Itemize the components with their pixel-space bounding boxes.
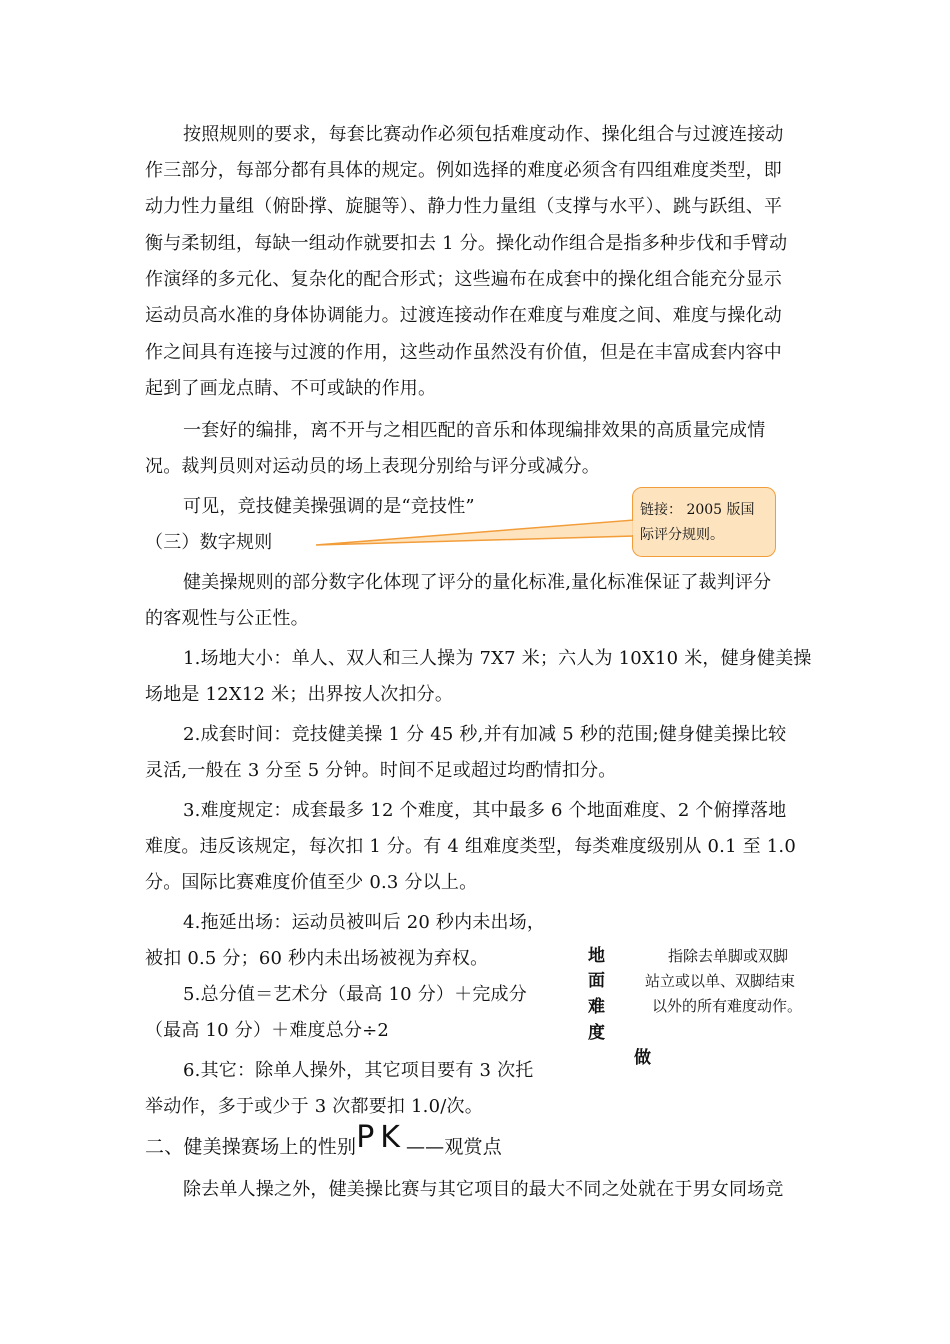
- chapter-heading: [145, 1120, 502, 1159]
- side-definition-line-1: 指除去单脚或双脚: [668, 947, 789, 965]
- side-term-char-2: 面: [588, 971, 605, 991]
- rule-3-line-2: 难度。违反该规定，每次扣 1 分。有 4 组难度类型，每类难度级别从 0.1 至 1.0: [145, 836, 797, 857]
- section-heading-digital-rules: （三）数字规则: [145, 532, 273, 553]
- callout-line-2: 际评分规则。: [640, 527, 724, 543]
- rule-1-line-2: 场地是 12X12 米；出界按人次扣分。: [145, 684, 454, 705]
- side-term-char-4: 度: [588, 1023, 605, 1043]
- rule-1-line-1: 1.场地大小：单人、双人和三人操为 7X7 米；六人为 10X10 米，健身健美操: [183, 648, 812, 669]
- side-term-char-3: 难: [588, 997, 605, 1017]
- paragraph-3: 可见，竞技健美操强调的是“竞技性”: [183, 496, 475, 517]
- paragraph-2-line-2: 况。裁判员则对运动员的场上表现分别给与评分或减分。: [145, 456, 600, 477]
- paragraph-1-line-3: 动力性力量组（俯卧撑、旋腿等）、静力性力量组（支撑与水平）、跳与跃组、平: [145, 196, 783, 217]
- paragraph-1-line-1: 按照规则的要求，每套比赛动作必须包括难度动作、操化组合与过渡连接动: [183, 124, 784, 145]
- paragraph-1-line-7: 作之间具有连接与过渡的作用，这些动作虽然没有价值，但是在丰富成套内容中: [145, 342, 782, 363]
- paragraph-1-line-8: 起到了画龙点睛、不可或缺的作用。: [145, 378, 437, 399]
- paragraph-1-line-4: 衡与柔韧组，每缺一组动作就要扣去 1 分。操化动作组合是指多种步伐和手臂动: [145, 233, 788, 254]
- side-extra-char: 做: [634, 1048, 651, 1068]
- rule-2-line-1: 2.成套时间：竞技健美操 1 分 45 秒,并有加减 5 秒的范围;健身健美操比较: [183, 724, 787, 745]
- side-definition-line-3: 以外的所有难度动作。: [652, 997, 803, 1015]
- callout-line-1: 链接： 2005 版国: [640, 502, 755, 518]
- side-term-char-1: 地: [588, 946, 605, 966]
- paragraph-2-line-1: 一套好的编排，离不开与之相匹配的音乐和体现编排效果的高质量完成情: [183, 420, 766, 441]
- rule-3-line-1: 3.难度规定：成套最多 12 个难度，其中最多 6 个地面难度、2 个俯撑落地: [183, 800, 787, 821]
- chapter-heading-prefix: 二、健美操赛场上的性别: [145, 1136, 357, 1158]
- rule-5-line-1: 5.总分值＝艺术分（最高 10 分）＋完成分: [183, 984, 527, 1005]
- rule-4-line-1: 4.拖延出场：运动员被叫后 20 秒内未出场，: [183, 912, 546, 933]
- rule-6-line-1: 6.其它：除单人操外，其它项目要有 3 次托: [183, 1060, 534, 1081]
- rule-2-line-2: 灵活,一般在 3 分至 5 分钟。时间不足或超过均酌情扣分。: [145, 760, 617, 781]
- chapter-heading-pk: PK: [356, 1120, 406, 1155]
- side-definition-line-2: 站立或以单、双脚结束: [645, 972, 796, 990]
- chapter-heading-suffix: ——观赏点: [405, 1136, 502, 1158]
- rule-5-line-2: （最高 10 分）＋难度总分÷2: [145, 1020, 390, 1041]
- paragraph-1-line-5: 作演绎的多元化、复杂化的配合形式；这些遍布在成套中的操化组合能充分显示: [145, 269, 782, 290]
- paragraph-1-line-6: 运动员高水准的身体协调能力。过渡连接动作在难度与难度之间、难度与操化动: [145, 305, 782, 326]
- rule-3-line-3: 分。国际比赛难度价值至少 0.3 分以上。: [145, 872, 478, 893]
- rule-6-line-2: 举动作，多于或少于 3 次都要扣 1.0/次。: [145, 1096, 483, 1117]
- last-paragraph-line-1: 除去单人操之外，健美操比赛与其它项目的最大不同之处就在于男女同场竞: [183, 1179, 784, 1200]
- paragraph-4-line-1: 健美操规则的部分数字化体现了评分的量化标准,量化标准保证了裁判评分: [183, 572, 772, 593]
- rule-4-line-2: 被扣 0.5 分；60 秒内未出场被视为弃权。: [145, 948, 489, 969]
- paragraph-1-line-2: 作三部分，每部分都有具体的规定。例如选择的难度必须含有四组难度类型，即: [145, 160, 782, 181]
- paragraph-4-line-2: 的客观性与公正性。: [145, 608, 309, 629]
